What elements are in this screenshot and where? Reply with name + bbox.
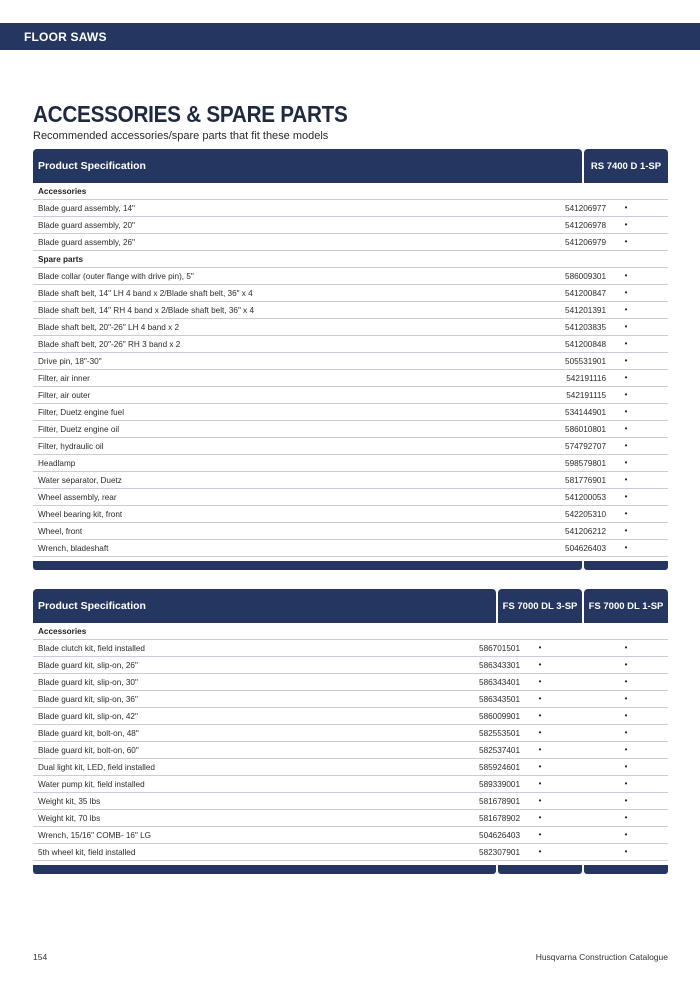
fitment-dot: • — [538, 677, 542, 686]
fitment-dot: • — [624, 339, 628, 348]
column-header-product: Product Specification — [33, 149, 582, 183]
part-number: 582537401 — [479, 746, 520, 755]
fitment-dot: • — [538, 694, 542, 703]
part-name: Filter, hydraulic oil — [38, 442, 104, 451]
part-number: 586701501 — [479, 644, 520, 653]
part-name: Water separator, Duetz — [38, 476, 122, 485]
part-name: Blade guard kit, slip-on, 26" — [38, 661, 138, 670]
page-title: ACCESSORIES & SPARE PARTS — [33, 101, 348, 127]
fitment-dot: • — [624, 643, 628, 652]
fitment-dot: • — [538, 762, 542, 771]
fitment-dot: • — [624, 526, 628, 535]
table-row — [33, 523, 668, 540]
fitment-dot: • — [624, 220, 628, 229]
fitment-dot: • — [624, 728, 628, 737]
fitment-dot: • — [538, 660, 542, 669]
part-number: 586343401 — [479, 678, 520, 687]
part-name: Blade shaft belt, 20"-26" LH 4 band x 2 — [38, 323, 179, 332]
column-header-model: FS 7000 DL 3-SP — [498, 589, 582, 623]
part-name: Blade shaft belt, 14" LH 4 band x 2/Blade shaft belt, 36" x 4 — [38, 289, 253, 298]
fitment-dot: • — [624, 424, 628, 433]
part-name: Blade guard assembly, 26" — [38, 238, 135, 247]
part-name: Blade guard kit, slip-on, 42" — [38, 712, 138, 721]
part-number: 541200053 — [565, 493, 606, 502]
table-footer-bar — [33, 865, 496, 874]
fitment-dot: • — [624, 677, 628, 686]
part-name: Blade clutch kit, field installed — [38, 644, 145, 653]
fitment-dot: • — [624, 407, 628, 416]
table-header-row — [33, 149, 668, 183]
fitment-dot: • — [624, 762, 628, 771]
part-name: Filter, Duetz engine fuel — [38, 408, 125, 417]
part-number: 541203835 — [565, 323, 606, 332]
catalogue-name: Husqvarna Construction Catalogue — [535, 952, 668, 962]
part-number: 541206977 — [565, 204, 606, 213]
table-row — [33, 455, 668, 472]
fitment-dot: • — [624, 203, 628, 212]
part-number: 581678901 — [479, 797, 520, 806]
part-number: 542191116 — [566, 374, 606, 383]
table-row — [33, 285, 668, 302]
fitment-dot: • — [538, 728, 542, 737]
part-name: Wheel assembly, rear — [38, 493, 117, 502]
spec-table-fs7000 — [33, 589, 668, 874]
table-row — [33, 674, 668, 691]
table-row — [33, 793, 668, 810]
section-row — [33, 251, 668, 268]
table-row — [33, 827, 668, 844]
fitment-dot: • — [624, 813, 628, 822]
table-row — [33, 708, 668, 725]
table-row — [33, 302, 668, 319]
fitment-dot: • — [624, 305, 628, 314]
part-number: 589339001 — [479, 780, 520, 789]
column-header-model: RS 7400 D 1-SP — [584, 149, 668, 183]
fitment-dot: • — [624, 830, 628, 839]
table-footer-row — [33, 561, 668, 570]
part-name: Dual light kit, LED, field installed — [38, 763, 155, 772]
fitment-dot: • — [624, 237, 628, 246]
table-row — [33, 336, 668, 353]
fitment-dot: • — [624, 694, 628, 703]
table-row — [33, 540, 668, 557]
fitment-dot: • — [538, 711, 542, 720]
fitment-dot: • — [538, 643, 542, 652]
section-label: Spare parts — [38, 255, 84, 264]
part-name: Blade collar (outer flange with drive pin), 5" — [38, 272, 194, 281]
table-row — [33, 472, 668, 489]
part-number: 574792707 — [565, 442, 606, 451]
page-number: 154 — [33, 952, 48, 962]
part-name: Blade shaft belt, 14" RH 4 band x 2/Blade shaft belt, 36" x 4 — [38, 306, 255, 315]
fitment-dot: • — [538, 830, 542, 839]
part-name: Blade guard kit, bolt-on, 48" — [38, 729, 139, 738]
fitment-dot: • — [624, 509, 628, 518]
part-name: Wrench, bladeshaft — [38, 544, 109, 553]
part-number: 541206212 — [565, 527, 606, 536]
table-footer-bar — [33, 561, 582, 570]
table-row — [33, 489, 668, 506]
column-header-model: FS 7000 DL 1-SP — [584, 589, 668, 623]
part-name: Blade guard assembly, 14" — [38, 204, 135, 213]
fitment-dot: • — [624, 373, 628, 382]
part-number: 542205310 — [565, 510, 606, 519]
part-number: 585924601 — [479, 763, 520, 772]
table-row — [33, 759, 668, 776]
part-number: 541200847 — [565, 289, 606, 298]
part-name: Weight kit, 35 lbs — [38, 797, 101, 806]
table-row — [33, 506, 668, 523]
spec-table-rs7400 — [33, 149, 668, 570]
table-row — [33, 742, 668, 759]
part-number: 534144901 — [565, 408, 606, 417]
fitment-dot: • — [624, 847, 628, 856]
part-name: Filter, air outer — [38, 391, 91, 400]
part-number: 586010801 — [565, 425, 606, 434]
table-row — [33, 370, 668, 387]
part-number: 541206979 — [565, 238, 606, 247]
section-label: Accessories — [38, 627, 87, 636]
part-name: Filter, air inner — [38, 374, 90, 383]
fitment-dot: • — [538, 745, 542, 754]
fitment-dot: • — [624, 660, 628, 669]
part-name: Wheel, front — [38, 527, 83, 536]
table-row — [33, 353, 668, 370]
table-footer-bar — [584, 561, 668, 570]
part-name: Blade guard kit, slip-on, 30" — [38, 678, 138, 687]
table-row — [33, 421, 668, 438]
part-number: 541206978 — [565, 221, 606, 230]
table-footer-bar — [584, 865, 668, 874]
section-label: FLOOR SAWS — [24, 30, 107, 44]
fitment-dot: • — [624, 356, 628, 365]
part-number: 582307901 — [479, 848, 520, 857]
table-row — [33, 640, 668, 657]
part-number: 586009301 — [565, 272, 606, 281]
part-number: 504626403 — [479, 831, 520, 840]
part-number: 586343301 — [479, 661, 520, 670]
part-name: Weight kit, 70 lbs — [38, 814, 101, 823]
fitment-dot: • — [624, 796, 628, 805]
section-row — [33, 623, 668, 640]
part-number: 581678902 — [479, 814, 520, 823]
fitment-dot: • — [538, 779, 542, 788]
table-row — [33, 200, 668, 217]
fitment-dot: • — [624, 492, 628, 501]
table-row — [33, 268, 668, 285]
table-row — [33, 657, 668, 674]
part-number: 505531901 — [565, 357, 606, 366]
part-name: Blade shaft belt, 20"-26" RH 3 band x 2 — [38, 340, 181, 349]
fitment-dot: • — [624, 322, 628, 331]
part-name: Blade guard kit, slip-on, 36" — [38, 695, 138, 704]
fitment-dot: • — [538, 796, 542, 805]
column-header-product: Product Specification — [33, 589, 496, 623]
part-number: 586343501 — [479, 695, 520, 704]
part-number: 581776901 — [565, 476, 606, 485]
fitment-dot: • — [538, 847, 542, 856]
part-name: Wheel bearing kit, front — [38, 510, 123, 519]
table-row — [33, 844, 668, 861]
part-name: Water pump kit, field installed — [38, 780, 145, 789]
fitment-dot: • — [624, 390, 628, 399]
table-row — [33, 691, 668, 708]
table-row — [33, 234, 668, 251]
table-footer-row — [33, 865, 668, 874]
table-row — [33, 438, 668, 455]
fitment-dot: • — [624, 458, 628, 467]
part-number: 541201391 — [565, 306, 606, 315]
part-name: Headlamp — [38, 459, 76, 468]
part-number: 582553501 — [479, 729, 520, 738]
fitment-dot: • — [624, 779, 628, 788]
fitment-dot: • — [624, 271, 628, 280]
section-label: Accessories — [38, 187, 87, 196]
table-row — [33, 810, 668, 827]
fitment-dot: • — [624, 711, 628, 720]
table-row — [33, 776, 668, 793]
part-name: Drive pin, 18"-30" — [38, 357, 102, 366]
part-number: 598579801 — [565, 459, 606, 468]
table-header-row — [33, 589, 668, 623]
table-row — [33, 404, 668, 421]
fitment-dot: • — [538, 813, 542, 822]
fitment-dot: • — [624, 543, 628, 552]
table-row — [33, 319, 668, 336]
section-row — [33, 183, 668, 200]
table-footer-bar — [498, 865, 582, 874]
page-subtitle: Recommended accessories/spare parts that fit these models — [33, 130, 329, 142]
fitment-dot: • — [624, 475, 628, 484]
part-name: 5th wheel kit, field installed — [38, 848, 136, 857]
part-number: 586009901 — [479, 712, 520, 721]
part-name: Blade guard assembly, 20" — [38, 221, 135, 230]
fitment-dot: • — [624, 441, 628, 450]
part-name: Blade guard kit, bolt-on, 60" — [38, 746, 139, 755]
part-name: Filter, Duetz engine oil — [38, 425, 120, 434]
section-header-bar — [0, 23, 700, 50]
part-number: 541200848 — [565, 340, 606, 349]
fitment-dot: • — [624, 288, 628, 297]
part-name: Wrench, 15/16" COMB- 16" LG — [38, 831, 152, 840]
fitment-dot: • — [624, 745, 628, 754]
part-number: 542191115 — [566, 391, 606, 400]
table-row — [33, 387, 668, 404]
table-row — [33, 217, 668, 234]
part-number: 504626403 — [565, 544, 606, 553]
table-row — [33, 725, 668, 742]
